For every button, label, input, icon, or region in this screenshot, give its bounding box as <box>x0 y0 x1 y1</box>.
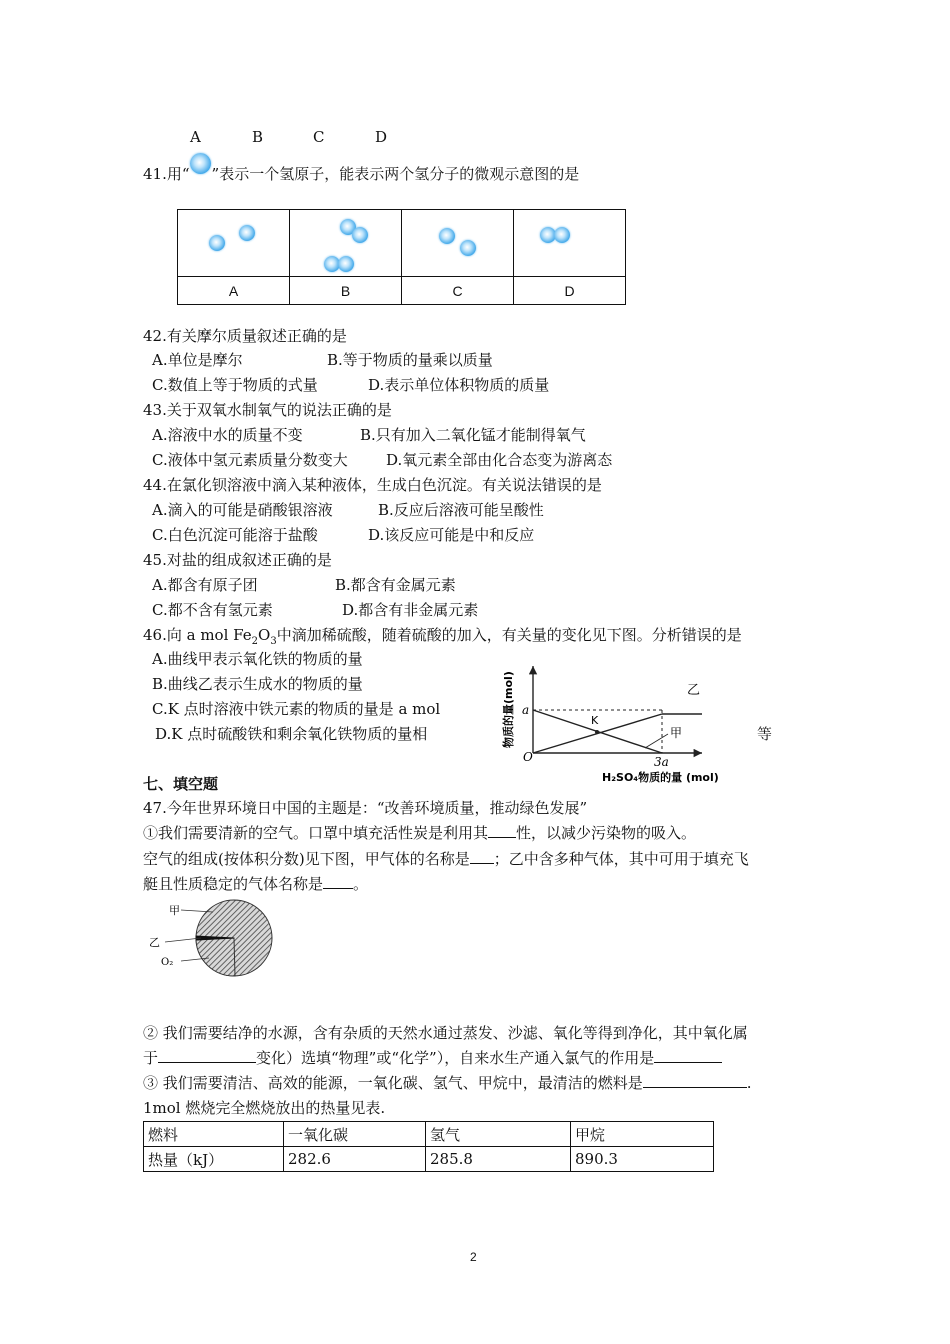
pie-o2-slice <box>196 938 235 976</box>
table-cell: 285.8 <box>426 1147 571 1172</box>
question-44-stem: 44.在氯化钡溶液中滴入某种液体，生成白色沉淀。有关说法错误的是 <box>143 476 602 494</box>
prev-option-c: C <box>313 128 325 146</box>
pie-label-o2: O₂ <box>161 957 174 968</box>
q47-energy-line <box>143 1073 752 1093</box>
pie-label-yi: 乙 <box>149 936 160 949</box>
q46-option-b: B.曲线乙表示生成水的物质的量 <box>152 675 363 693</box>
question-43-stem: 43.关于双氧水制氧气的说法正确的是 <box>143 401 392 419</box>
jia-leader <box>645 734 668 748</box>
q47-p2-mid: ；乙中含多种气体，其中可用于填充飞 <box>493 850 749 868</box>
answer-blank[interactable] <box>158 1048 256 1063</box>
q46-sub-2: 2 <box>251 636 258 647</box>
question-41-options-table <box>177 209 626 305</box>
q45-option-b: B.都含有金属元素 <box>335 576 456 594</box>
option-label-c: C <box>402 277 514 305</box>
q47-e1-post: . <box>746 1074 752 1092</box>
q42-option-b: B.等于物质的量乘以质量 <box>327 351 493 369</box>
answer-blank[interactable] <box>470 849 494 864</box>
q47-p2-pre: 空气的组成(按体积分数)见下图，甲气体的名称是 <box>143 850 470 868</box>
q42-option-d: D.表示单位体积物质的质量 <box>368 376 550 394</box>
q47-air-line <box>143 849 749 869</box>
h-atom-icon <box>352 227 368 243</box>
q42-option-a: A.单位是摩尔 <box>152 351 243 369</box>
q47-water-line-2 <box>143 1048 722 1068</box>
q45-option-c: C.都不含有氢元素 <box>152 601 273 619</box>
q47-airship-line <box>143 874 368 894</box>
question-41-stem <box>143 159 579 184</box>
q46-option-a: A.曲线甲表示氧化铁的物质的量 <box>152 650 363 668</box>
answer-blank[interactable] <box>654 1048 722 1063</box>
graph-yi-label: 乙 <box>687 683 701 698</box>
q47-table-intro: 1mol 燃烧完全燃烧放出的热量见表. <box>143 1099 386 1117</box>
graph-ylabel: 物质的量(mol) <box>502 671 515 748</box>
prev-option-a: A <box>190 128 201 146</box>
hydrogen-atom-icon <box>190 159 212 179</box>
table-cell: 热量（kJ） <box>144 1147 284 1172</box>
table-cell: 燃料 <box>144 1122 284 1147</box>
answer-blank[interactable] <box>643 1073 747 1088</box>
question-46-stem <box>143 625 742 652</box>
page-number: 2 <box>470 1250 477 1264</box>
q44-option-c: C.白色沉淀可能溶于盐酸 <box>152 526 318 544</box>
q47-w2-pre: 于 <box>143 1049 159 1067</box>
table-row <box>144 1122 714 1147</box>
h-atom-icon <box>554 227 570 243</box>
q44-option-d: D.该反应可能是中和反应 <box>368 526 535 544</box>
q47-w2-mid: 变化）选填“物理”或“化学”），自来水生产通入氯气的作用是 <box>256 1049 655 1067</box>
option-d-picture <box>514 210 626 277</box>
graph-a-label: a <box>522 703 530 717</box>
q47-p1-post: 性，以减少污染物的吸入。 <box>516 824 697 842</box>
option-label-d: D <box>514 277 626 305</box>
prev-option-b: B <box>252 128 264 146</box>
heat-table <box>143 1121 714 1172</box>
graph-jia-label: 甲 <box>670 726 683 740</box>
h-atom-icon <box>338 256 354 272</box>
q41-suffix: ”表示一个氢原子，能表示两个氢分子的微观示意图的是 <box>211 165 580 183</box>
table-cell: 890.3 <box>571 1147 714 1172</box>
section-7-title: 七、填空题 <box>143 775 219 793</box>
q41-prefix: 41.用“ <box>143 165 190 183</box>
option-b-picture <box>290 210 402 277</box>
pie-label-jia: 甲 <box>169 904 180 917</box>
q47-p3-pre: 艇且性质稳定的气体名称是 <box>143 875 324 893</box>
table-row <box>144 1147 714 1172</box>
table-cell: 氢气 <box>426 1122 571 1147</box>
question-47-stem: 47.今年世界环境日中国的主题是：“改善环境质量，推动绿色发展” <box>143 799 588 817</box>
q47-p3-post: 。 <box>353 875 369 893</box>
graph-o-label: O <box>523 750 533 764</box>
q43-option-b: B.只有加入二氧化锰才能制得氧气 <box>360 426 586 444</box>
q46-o: O <box>258 626 271 644</box>
q46-stem-pre: 46.向 a mol Fe <box>143 626 252 644</box>
prev-option-d: D <box>375 128 388 146</box>
option-label-b: B <box>290 277 402 305</box>
q45-option-a: A.都含有原子团 <box>152 576 258 594</box>
option-a-picture <box>178 210 290 277</box>
q46-stem-post: 中滴加稀硫酸，随着硫酸的加入，有关量的变化见下图。分析错误的是 <box>276 626 742 644</box>
q43-option-d: D.氧元素全部由化合态变为游离态 <box>386 451 613 469</box>
q47-water-line-1: ② 我们需要结净的水源，含有杂质的天然水通过蒸发、沙滤、氧化等得到净化，其中氧化属 <box>143 1024 748 1042</box>
air-composition-pie <box>143 896 283 986</box>
q47-e1-pre: ③ 我们需要清洁、高效的能源，一氧化碳、氢气、甲烷中，最清洁的燃料是 <box>143 1074 643 1092</box>
table-cell: 一氧化碳 <box>284 1122 426 1147</box>
graph-xlabel: H₂SO₄物质的量 (mol) <box>602 771 719 784</box>
answer-blank[interactable] <box>488 823 516 838</box>
q45-option-d: D.都含有非金属元素 <box>342 601 479 619</box>
q46-graph <box>490 658 740 788</box>
q43-option-c: C.液体中氢元素质量分数变大 <box>152 451 348 469</box>
h-atom-icon <box>439 228 455 244</box>
graph-k-label: K <box>591 714 599 727</box>
q42-option-c: C.数值上等于物质的式量 <box>152 376 318 394</box>
table-cell: 甲烷 <box>571 1122 714 1147</box>
k-point <box>595 730 599 734</box>
q46-sub-3: 3 <box>270 636 277 647</box>
q44-option-b: B.反应后溶液可能呈酸性 <box>378 501 544 519</box>
table-cell: 282.6 <box>284 1147 426 1172</box>
h-atom-icon <box>239 225 255 241</box>
option-c-picture <box>402 210 514 277</box>
h-atom-icon <box>460 240 476 256</box>
question-45-stem: 45.对盐的组成叙述正确的是 <box>143 551 332 569</box>
q47-p1-pre: ①我们需要清新的空气。口罩中填充活性炭是利用其 <box>143 824 489 842</box>
q44-option-a: A.滴入的可能是硝酸银溶液 <box>152 501 333 519</box>
q46-option-c: C.K 点时溶液中铁元素的物质的量是 a mol <box>152 700 441 718</box>
q46-option-d-end: 等 <box>757 725 773 743</box>
q43-option-a: A.溶液中水的质量不变 <box>152 426 303 444</box>
question-42-stem: 42.有关摩尔质量叙述正确的是 <box>143 327 347 345</box>
h-atom-icon <box>209 235 225 251</box>
answer-blank[interactable] <box>323 874 353 889</box>
graph-3a-label: 3a <box>654 755 669 769</box>
option-label-a: A <box>178 277 290 305</box>
q46-option-d: D.K 点时硫酸铁和剩余氧化铁物质的量相 <box>155 725 428 743</box>
q47-part-1 <box>143 823 696 843</box>
